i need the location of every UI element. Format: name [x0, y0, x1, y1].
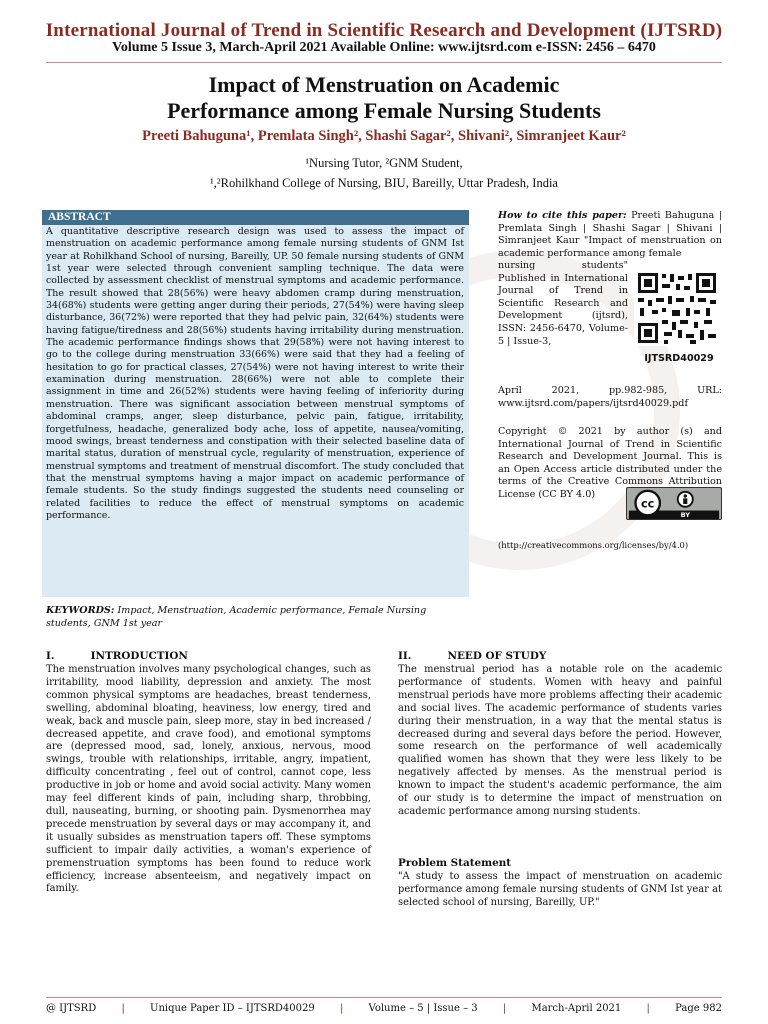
problem-statement-text: "A study to assess the impact of menstruation on academic performance among female nursing students of GNM Ist year at selected school of nursing, Bareilly, UP." — [398, 871, 722, 908]
paper-id-label: IJTSRD40029 — [644, 353, 714, 364]
copyright-text: Copyright © 2021 by author (s) and International Journal of Trend in Scientific Research and Development Journal. This is an Open Access article distributed under the terms of the Creative Commons Attribution License (CC BY 4.0) — [498, 426, 722, 500]
abstract-heading: ABSTRACT — [42, 210, 469, 225]
footer-paper-id: Unique Paper ID – IJTSRD40029 — [150, 1003, 315, 1014]
citation-text-bottom: April 2021, pp.982-985, URL: www.ijtsrd.com/papers/ijtsrd40029.pdf — [498, 385, 722, 409]
introduction-heading: I. INTRODUCTION — [46, 650, 188, 662]
citation-text-left: nursing students" Published in International Journal of Trend in Scientific Research and Development (ijtsrd), ISSN: 2456-6470, Volume-5 | Issue-3, — [498, 260, 628, 347]
title-line-1: Impact of Menstruation on Academic — [208, 72, 560, 97]
keywords-label: KEYWORDS: — [46, 605, 115, 616]
citation-text-top: Preeti Bahuguna | Premlata Singh | Shashi Sagar | Shivani | Simranjeet Kaur "Impact of menstruation on academic performance among female — [498, 210, 722, 259]
header-divider — [46, 62, 722, 63]
footer-divider — [46, 997, 722, 998]
footer-separator: | — [121, 1003, 125, 1014]
need-of-study-text: The menstrual period has a notable role on the academic performance of students. Women with heavy and painful menstrual periods have more problems affecting their academic and social lives. The academic performance of students varies during their menstruation, in a way that the mental status is decreased during and several days before the period. However, some research on the performance of well academically qualified women has shown that they were less likely to be negatively affected by menses. As the menstrual period is known to impact the student's academic performance, the aim of our study is to determine the impact of menstruation on academic performance among nursing students. — [398, 664, 722, 817]
footer-journal: @ IJTSRD — [46, 1003, 97, 1014]
problem-statement-heading: Problem Statement — [398, 857, 512, 869]
journal-name: International Journal of Trend in Scientific Research and Development (IJTSRD) — [45, 20, 723, 41]
keywords-text: Impact, Menstruation, Academic performance, Female Nursing students, GNM 1st year — [46, 605, 427, 629]
affiliation-roles: ¹Nursing Tutor, ²GNM Student, — [305, 156, 463, 170]
title-line-2: Performance among Female Nursing Students — [167, 98, 601, 123]
footer-page: Page 982 — [675, 1003, 722, 1014]
affiliation-institution: ¹,²Rohilkhand College of Nursing, BIU, Bareilly, Uttar Pradesh, India — [210, 176, 558, 190]
cc-by-license-icon — [626, 487, 722, 520]
journal-volume-line: Volume 5 Issue 3, March-April 2021 Available Online: www.ijtsrd.com e-ISSN: 2456 – 6470 — [112, 40, 656, 55]
citation-top — [498, 210, 722, 260]
footer-separator: | — [646, 1003, 650, 1014]
by-badge-label: BY — [680, 511, 690, 520]
footer-separator: | — [339, 1003, 344, 1014]
footer-date: March-April 2021 — [531, 1003, 622, 1014]
qr-code-icon — [634, 270, 720, 346]
introduction-text: The menstruation involves many psychological changes, such as irritability, mood liability, depression and anxiety. The most common physical symptoms are headaches, breast tenderness, swelling, abdominal bloating, heaviness, low energy, tired and weak, back and muscle pain, sleep more, stay in bed increased / decreased appetite, and crave food), and emotional symptoms are (depressed mood, sad, lonely, anxious, nervous, mood swings, trouble with relationships, irritable, angry, impatient, difficulty concentrating , feel out of control, cannot cope, less productive in job or home and avoid social activity. Many women may feel different kinds of pain, including sharp, throbbing, dull, nauseating, burning, or shooting pain. Dysmenorrhea may precede menstruation by several days or may accompany it, and it usually subsides as menstruation tapers off. These symptoms sufficient to impair daily activities, a woman's experience of premenstruation symptoms has been found to reduce work efficiency, increase absenteeism, and negatively impact on family. — [46, 664, 371, 895]
abstract-text: A quantitative descriptive research design was used to assess the impact of menstruation on academic performance among female nursing students of GNM Ist year at Rohilkhand School of nursing, Bareilly, UP. 50 female nursing students of GNM 1st year were selected through convenient sampling technique. The data were collected by assessment checklist of menstrual symptoms and academic performance. The result showed that 28(56%) were heavy abdomen cramp during menstruation, 34(68%) students were getting anger during their periods, 27(54%) were having sleep disturbance, 36(72%) were reported that they had pelvic pain, 32(64%) students were having fatigue/tiredness and 28(56%) students having irritability during menstruation. The academic performance findings shows that 29(58%) were not having interest to go to the college during menstruation 33(66%) were said that they had a feeling of hesitation to go for practical classes, 27(54%) were not having interest to write their examination during menstruation. 28(66%) were not able to complete their assignment in time and 26(52%) students were having feeling of inferiority during menstruation. There was significant association between menstrual symptoms of abdominal cramps, anger, sleep disturbance, pelvic pain, fatigue, irritability, forgetfulness, headache, generalized body ache, loss of appetite, nausea/vomiting, mood swings, breast tenderness and constipation with their selected baseline data of marital status, duration of menstrual cycle, regularity of menstruation, experience of menstrual symptoms and treatment of menstrual discomfort. The study concluded that that the menstrual symptoms having a major impact on academic performance of female students. So the study findings suggested the students need counseling or related facilities to reduce the effect of menstrual symptoms on academic performance. — [46, 226, 464, 521]
footer-volume: Volume – 5 | Issue – 3 — [368, 1003, 478, 1014]
citation-label: How to cite this paper: — [498, 210, 627, 221]
authors: Preeti Bahuguna¹, Premlata Singh², Shashi Sagar², Shivani², Simranjeet Kaur² — [142, 128, 626, 144]
need-of-study-heading: II. NEED OF STUDY — [398, 650, 547, 662]
keywords — [46, 604, 466, 630]
paper-title — [0, 72, 768, 124]
footer-separator: | — [502, 1003, 507, 1014]
license-url: (http://creativecommons.org/licenses/by/4.0) — [498, 540, 689, 550]
cc-badge-label: cc — [641, 497, 655, 511]
page-footer — [46, 1003, 722, 1014]
